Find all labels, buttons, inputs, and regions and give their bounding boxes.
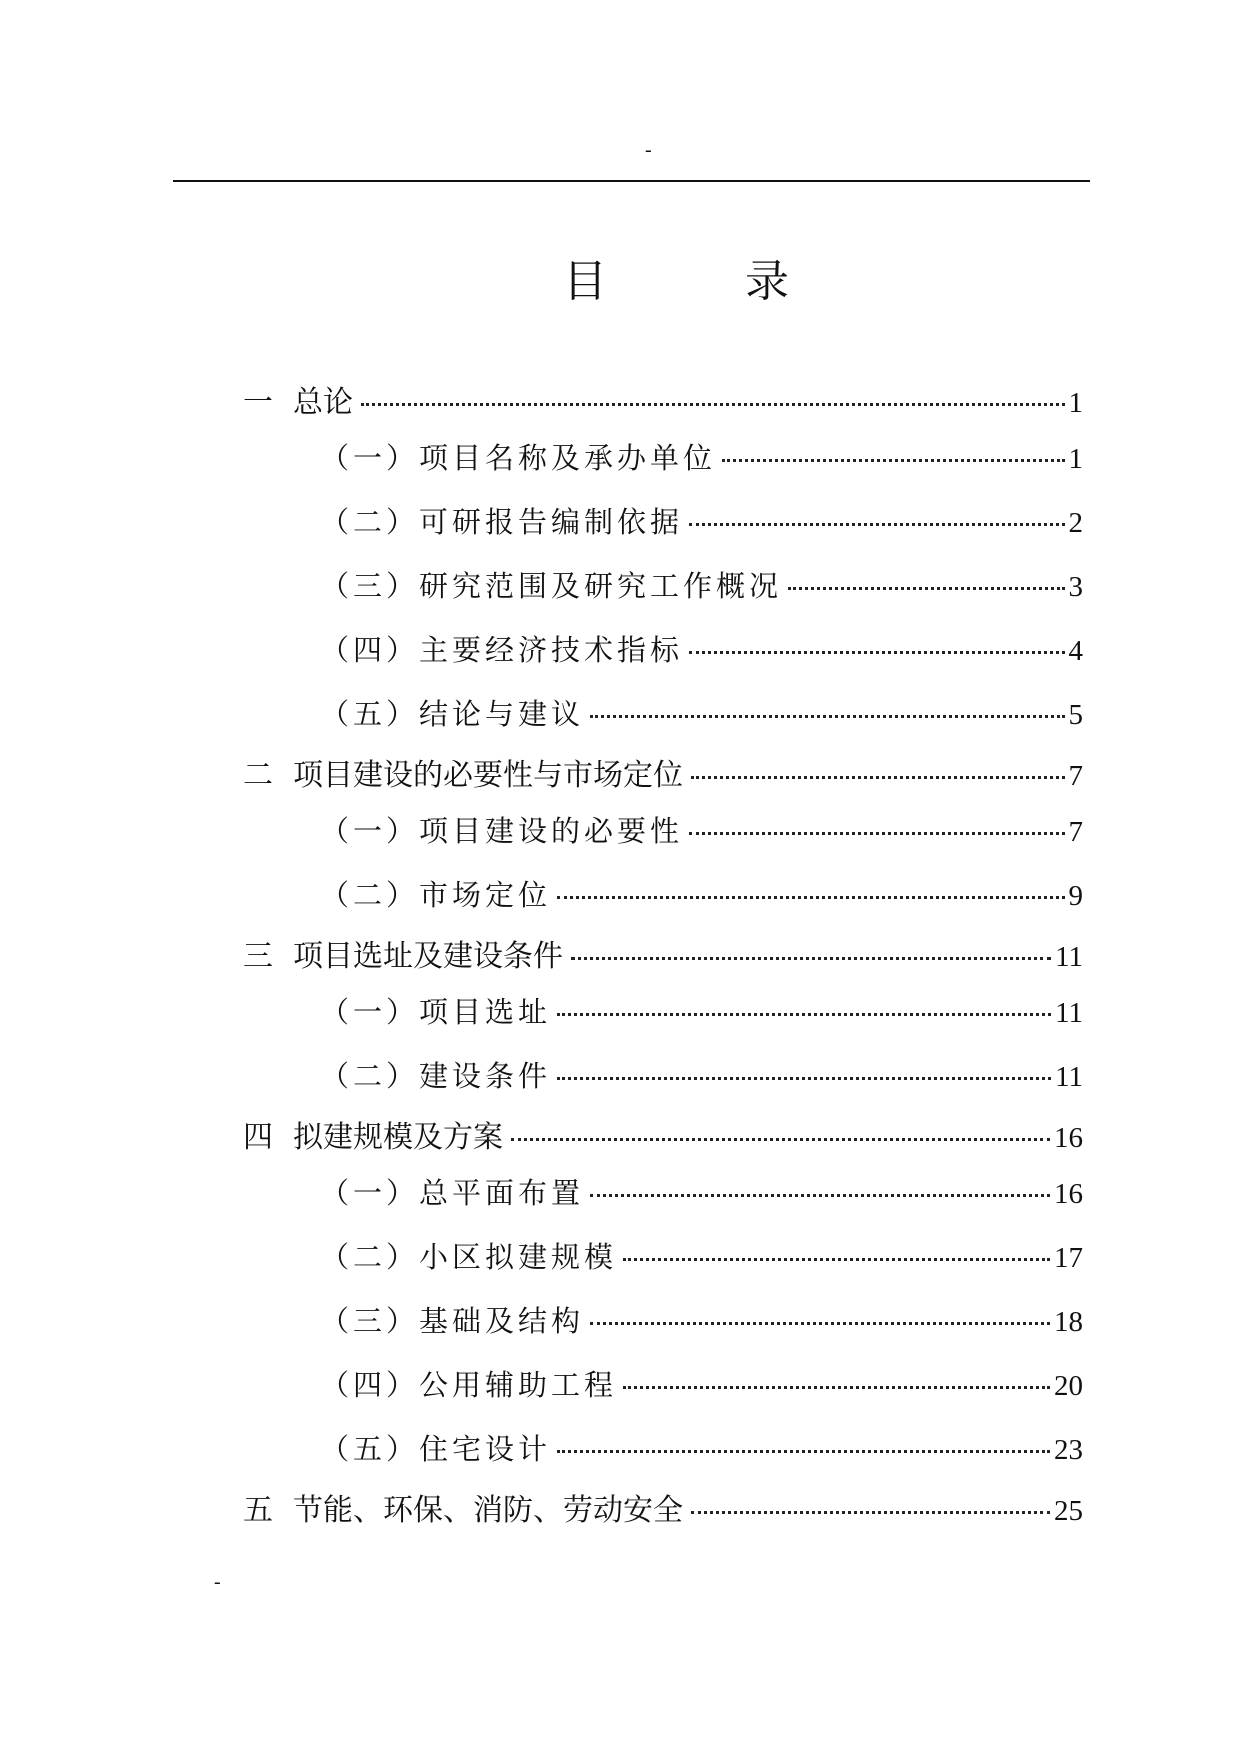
toc-dot-leader (361, 403, 1065, 406)
toc-entry-chapter[interactable] (243, 1118, 1083, 1158)
toc-entry-label: （五）住宅设计 (320, 1432, 552, 1466)
toc-entry-label: （四）主要经济技术指标 (320, 633, 684, 667)
toc-entry-label: （二）小区拟建规模 (320, 1240, 618, 1274)
toc-page-number: 20 (1054, 1370, 1083, 1402)
toc-entry-section[interactable] (320, 566, 1083, 606)
toc-dot-leader (590, 1194, 1050, 1197)
toc-entry-label: （二）市场定位 (320, 878, 552, 912)
toc-chapter-number: 一 (243, 385, 273, 420)
toc-entry-label: （一）总平面布置 (320, 1176, 585, 1210)
toc-dot-leader (511, 1138, 1050, 1141)
toc-entry-chapter[interactable] (243, 1491, 1083, 1531)
toc-dot-leader (689, 523, 1064, 526)
toc-dot-leader (557, 1450, 1050, 1453)
toc-entry-label: （四）公用辅助工程 (320, 1368, 618, 1402)
toc-chapter-number: 二 (243, 758, 273, 793)
header-mark: - (645, 139, 652, 161)
toc-entry-label: （二）可研报告编制依据 (320, 505, 684, 539)
toc-entry-section[interactable] (320, 438, 1083, 478)
toc-dot-leader (557, 1013, 1051, 1016)
toc-entry-section[interactable] (320, 875, 1083, 915)
toc-dot-leader (571, 957, 1051, 960)
toc-entry-label: （三）研究范围及研究工作概况 (320, 569, 783, 603)
toc-page-number: 7 (1068, 816, 1083, 848)
toc-page-number: 23 (1054, 1434, 1083, 1466)
toc-page-number: 17 (1054, 1242, 1083, 1274)
toc-dot-leader (788, 587, 1064, 590)
toc-page-number: 11 (1055, 941, 1083, 973)
toc-page-number: 25 (1054, 1495, 1083, 1527)
toc-page-number: 16 (1054, 1122, 1083, 1154)
toc-page-number: 5 (1068, 699, 1083, 731)
toc-entry-label: （一）项目名称及承办单位 (320, 441, 717, 475)
toc-entry-label: 拟建规模及方案 (293, 1120, 503, 1155)
toc-entry-section[interactable] (320, 992, 1083, 1032)
toc-dot-leader (590, 1322, 1050, 1325)
toc-entry-section[interactable] (320, 630, 1083, 670)
toc-dot-leader (623, 1258, 1050, 1261)
toc-page-number: 9 (1068, 880, 1083, 912)
toc-entry-chapter[interactable] (243, 937, 1083, 977)
toc-dot-leader (722, 459, 1064, 462)
toc-entry-section[interactable] (320, 1365, 1083, 1405)
toc-page-number: 4 (1068, 635, 1083, 667)
toc-dot-leader (691, 1511, 1050, 1514)
toc-dot-leader (557, 1077, 1051, 1080)
toc-page-number: 16 (1054, 1178, 1083, 1210)
toc-page-number: 1 (1068, 387, 1083, 419)
toc-dot-leader (691, 776, 1065, 779)
toc-dot-leader (590, 715, 1064, 718)
toc-entry-label: （五）结论与建议 (320, 697, 585, 731)
toc-dot-leader (557, 896, 1064, 899)
toc-page-number: 3 (1068, 571, 1083, 603)
toc-entry-label: 项目选址及建设条件 (293, 939, 563, 974)
toc-chapter-number: 五 (243, 1493, 273, 1528)
toc-entry-label: （二）建设条件 (320, 1059, 552, 1093)
toc-entry-label: （一）项目建设的必要性 (320, 814, 684, 848)
toc-entry-chapter[interactable] (243, 383, 1083, 423)
toc-entry-label: 总论 (293, 385, 353, 420)
toc-entry-label: 节能、环保、消防、劳动安全 (293, 1493, 683, 1528)
toc-page-number: 11 (1055, 1061, 1083, 1093)
toc-page-number: 11 (1055, 997, 1083, 1029)
toc-entry-label: 项目建设的必要性与市场定位 (293, 758, 683, 793)
toc-page-number: 1 (1068, 443, 1083, 475)
toc-page-number: 2 (1068, 507, 1083, 539)
toc-entry-section[interactable] (320, 1429, 1083, 1469)
toc-dot-leader (689, 832, 1064, 835)
toc-chapter-number: 三 (243, 939, 273, 974)
toc-chapter-number: 四 (243, 1120, 273, 1155)
toc-dot-leader (623, 1386, 1050, 1389)
toc-page-number: 18 (1054, 1306, 1083, 1338)
toc-entry-section[interactable] (320, 502, 1083, 542)
toc-entry-section[interactable] (320, 1237, 1083, 1277)
toc-entry-chapter[interactable] (243, 756, 1083, 796)
toc-entry-label: （三）基础及结构 (320, 1304, 585, 1338)
footer-mark: - (214, 1571, 221, 1593)
toc-dot-leader (689, 651, 1064, 654)
toc-entry-section[interactable] (320, 1301, 1083, 1341)
toc-title-char-2: 录 (745, 256, 789, 307)
toc-entry-section[interactable] (320, 1173, 1083, 1213)
toc-entry-label: （一）项目选址 (320, 995, 552, 1029)
toc-entry-section[interactable] (320, 811, 1083, 851)
toc-entry-section[interactable] (320, 694, 1083, 734)
toc-entry-section[interactable] (320, 1056, 1083, 1096)
toc-page-number: 7 (1068, 760, 1083, 792)
toc-title-char-1: 目 (563, 256, 607, 307)
